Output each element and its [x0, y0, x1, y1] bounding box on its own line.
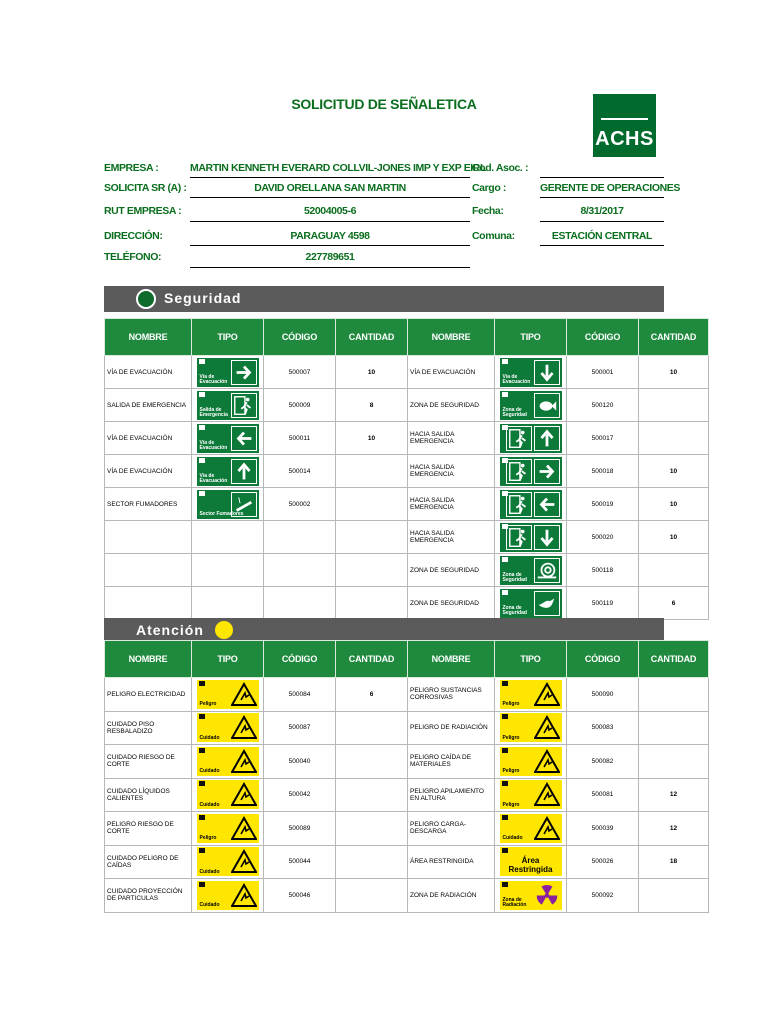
tipo-cell: [495, 845, 567, 879]
telefono-value: 227789651: [305, 251, 355, 263]
column-header-nombre: NOMBRE: [105, 319, 192, 356]
codigo-cell: 500046: [264, 879, 336, 913]
cantidad-cell[interactable]: [639, 678, 709, 712]
sign-image: [500, 523, 562, 552]
codigo-cell: 500011: [264, 422, 336, 455]
table-row: [105, 554, 709, 587]
sign-caption: Zona de Seguridad: [502, 406, 527, 418]
column-header-codigo: CÓDIGO: [264, 641, 336, 678]
sign-caption: Cuidado: [199, 768, 220, 775]
tipo-cell: [495, 711, 567, 745]
sign-caption: Sector Fumadores: [199, 511, 244, 517]
nombre-cell: PELIGRO APILAMIENTO EN ALTURA: [408, 778, 495, 812]
electricity-icon: [231, 682, 257, 707]
sign-image: [197, 358, 259, 387]
table-row: [105, 812, 709, 846]
column-header-tipo: TIPO: [495, 319, 567, 356]
codigo-cell: [264, 587, 336, 620]
sign-caption: Cuidado: [502, 835, 523, 842]
solicita-label: SOLICITA SR (A) :: [104, 182, 187, 194]
nombre-cell: ÁREA RESTRINGIDA: [408, 845, 495, 879]
codigo-cell: [264, 554, 336, 587]
nombre-cell: PELIGRO CARGA-DESCARGA: [408, 812, 495, 846]
cantidad-cell[interactable]: 10: [336, 422, 408, 455]
emergency-exit-icon: [231, 393, 257, 418]
sign-caption: Vía de Evacuación: [199, 373, 228, 385]
codigo-cell: 500118: [567, 554, 639, 587]
slippery-floor-icon: [231, 715, 257, 740]
column-header-codigo: CÓDIGO: [567, 641, 639, 678]
stacking-icon: [534, 782, 560, 807]
nombre-cell: ZONA DE SEGURIDAD: [408, 587, 495, 620]
cantidad-cell[interactable]: [336, 554, 408, 587]
arrow-right-icon: [231, 360, 257, 385]
tipo-cell: [495, 879, 567, 913]
nombre-cell: CUIDADO PROYECCIÓN DE PARTICULAS: [105, 879, 192, 913]
achs-logo: [593, 94, 656, 157]
nombre-cell: CUIDADO PISO RESBALADIZO: [105, 711, 192, 745]
particles-icon: [231, 883, 257, 908]
snail-icon: [534, 558, 560, 583]
cantidad-cell[interactable]: 6: [336, 678, 408, 712]
codigo-cell: 500119: [567, 587, 639, 620]
tipo-cell: [495, 812, 567, 846]
cantidad-cell[interactable]: 12: [639, 812, 709, 846]
fecha-label: Fecha:: [472, 205, 504, 217]
sign-image: [197, 490, 259, 519]
cantidad-cell[interactable]: [336, 845, 408, 879]
fish-icon: [534, 393, 560, 418]
cantidad-cell[interactable]: 8: [336, 389, 408, 422]
codigo-cell: 500002: [264, 488, 336, 521]
nombre-cell: PELIGRO CAÍDA DE MATERIALES: [408, 745, 495, 779]
table-row: [105, 587, 709, 620]
sign-caption: Vía de Evacuación: [502, 373, 531, 385]
tipo-cell: [192, 711, 264, 745]
sign-caption: Cuidado: [199, 868, 220, 875]
table-row: [105, 678, 709, 712]
sign-caption: Peligro: [502, 734, 520, 741]
section-seguridad: [104, 286, 664, 312]
cantidad-cell[interactable]: [336, 812, 408, 846]
nombre-cell: SALIDA DE EMERGENCIA: [105, 389, 192, 422]
fecha-value: 8/31/2017: [580, 205, 624, 217]
cantidad-cell[interactable]: 12: [639, 778, 709, 812]
telefono-label: TELÉFONO:: [104, 251, 162, 263]
column-header-codigo: CÓDIGO: [567, 319, 639, 356]
cantidad-cell[interactable]: [336, 745, 408, 779]
codigo-cell: [264, 521, 336, 554]
nombre-cell: ZONA DE RADIACIÓN: [408, 879, 495, 913]
section-title: Atención: [136, 622, 204, 638]
codigo-cell: 500083: [567, 711, 639, 745]
sign-image: [197, 847, 259, 876]
sign-image: [500, 814, 562, 843]
table-row: [105, 455, 709, 488]
column-header-tipo: TIPO: [495, 641, 567, 678]
column-header-tipo: TIPO: [192, 641, 264, 678]
sign-image: [500, 747, 562, 776]
emergency-exit-icon: [506, 459, 532, 484]
tipo-cell: [192, 389, 264, 422]
tipo-cell: [192, 879, 264, 913]
codigo-cell: 500092: [567, 879, 639, 913]
falling-materials-icon: [534, 749, 560, 774]
tipo-cell: [192, 587, 264, 620]
nombre-cell: PELIGRO SUSTANCIAS CORROSIVAS: [408, 678, 495, 712]
nombre-cell: VÍA DE EVACUACIÓN: [105, 422, 192, 455]
sign-image: [197, 424, 259, 453]
tipo-cell: [495, 356, 567, 389]
column-header-cantidad: CANTIDAD: [336, 641, 408, 678]
cantidad-cell[interactable]: 10: [639, 356, 709, 389]
table-row: [105, 521, 709, 554]
codigo-cell: 500081: [567, 778, 639, 812]
codigo-cell: 500042: [264, 778, 336, 812]
arrow-down-icon: [534, 525, 560, 550]
tipo-cell: [192, 812, 264, 846]
tipo-cell: [192, 778, 264, 812]
solicita-value: DAVID ORELLANA SAN MARTIN: [254, 182, 406, 194]
codigo-cell: 500001: [567, 356, 639, 389]
nombre-cell: HACIA SALIDA EMERGENCIA: [408, 422, 495, 455]
sign-image: [197, 391, 259, 420]
cantidad-cell[interactable]: [336, 778, 408, 812]
logo-text: ACHS: [595, 128, 654, 150]
radiation-zone-icon: [534, 883, 560, 908]
cantidad-cell[interactable]: 10: [336, 356, 408, 389]
sign-image: [197, 881, 259, 910]
sign-image: [500, 881, 562, 910]
nombre-cell: PELIGRO ELECTRICIDAD: [105, 678, 192, 712]
sign-caption: Salida de Emergencia: [199, 406, 228, 418]
codigo-cell: 500089: [264, 812, 336, 846]
sign-caption: Cuidado: [199, 902, 220, 909]
codigo-cell: 500014: [264, 455, 336, 488]
cantidad-cell[interactable]: [336, 587, 408, 620]
tipo-cell: [495, 554, 567, 587]
tipo-cell: [495, 745, 567, 779]
arrow-up-icon: [231, 459, 257, 484]
cantidad-cell[interactable]: 18: [639, 845, 709, 879]
cantidad-cell[interactable]: [639, 389, 709, 422]
direccion-label: DIRECCIÓN:: [104, 230, 163, 242]
table-row: [105, 356, 709, 389]
cantidad-cell[interactable]: 10: [639, 488, 709, 521]
hot-liquids-icon: [231, 782, 257, 807]
restricted-area-sign: [500, 847, 562, 876]
sign-caption: Vía de Evacuación: [199, 472, 228, 484]
sign-image: [500, 424, 562, 453]
codigo-cell: 500018: [567, 455, 639, 488]
tipo-cell: [192, 745, 264, 779]
sign-caption: Cuidado: [199, 801, 220, 808]
table-row: [105, 711, 709, 745]
codigo-cell: 500007: [264, 356, 336, 389]
sign-caption: Peligro: [502, 801, 520, 808]
table-row: [105, 488, 709, 521]
tipo-cell: [495, 455, 567, 488]
cigarette-icon: [231, 492, 257, 517]
sign-text: Área Restringida: [508, 856, 553, 875]
nombre-cell: HACIA SALIDA EMERGENCIA: [408, 488, 495, 521]
codigo-cell: 500040: [264, 745, 336, 779]
atencion-table: [104, 640, 709, 913]
sign-image: [500, 556, 562, 585]
codigo-cell: 500017: [567, 422, 639, 455]
nombre-cell: VÍA DE EVACUACIÓN: [408, 356, 495, 389]
seguridad-table: [104, 318, 709, 620]
tipo-cell: [495, 587, 567, 620]
cantidad-cell[interactable]: [336, 879, 408, 913]
cantidad-cell[interactable]: 10: [639, 521, 709, 554]
sign-image: [500, 391, 562, 420]
sign-caption: Cuidado: [199, 734, 220, 741]
tipo-cell: [192, 422, 264, 455]
arrow-left-icon: [231, 426, 257, 451]
section-title: Seguridad: [164, 290, 242, 306]
sign-caption: Zona de Radiación: [502, 896, 527, 909]
sign-image: [500, 680, 562, 709]
tipo-cell: [495, 422, 567, 455]
tipo-cell: [495, 488, 567, 521]
cantidad-cell[interactable]: [336, 521, 408, 554]
loading-icon: [534, 816, 560, 841]
column-header-nombre: NOMBRE: [408, 319, 495, 356]
empresa-value: MARTIN KENNETH EVERARD COLLVIL-JONES IMP Y EXP EIRL: [190, 162, 487, 174]
nombre-cell: PELIGRO RIESGO DE CORTE: [105, 812, 192, 846]
nombre-cell: [105, 554, 192, 587]
nombre-cell: CUIDADO RIESGO DE CORTE: [105, 745, 192, 779]
table-row: [105, 879, 709, 913]
sign-image: [500, 358, 562, 387]
sign-image: [197, 713, 259, 742]
corrosive-icon: [534, 682, 560, 707]
sign-image: [197, 747, 259, 776]
nombre-cell: ZONA DE SEGURIDAD: [408, 554, 495, 587]
arrow-down-icon: [534, 360, 560, 385]
cut-risk-icon: [231, 749, 257, 774]
cantidad-cell[interactable]: [336, 455, 408, 488]
rut-value: 52004005-6: [303, 205, 357, 217]
sign-image: [197, 814, 259, 843]
comuna-label: Comuna:: [472, 230, 515, 242]
sign-caption: Peligro: [502, 701, 520, 708]
cut-risk-icon: [231, 816, 257, 841]
nombre-cell: ZONA DE SEGURIDAD: [408, 389, 495, 422]
column-header-nombre: NOMBRE: [105, 641, 192, 678]
sign-caption: Zona de Seguridad: [502, 571, 527, 583]
tipo-cell: [495, 389, 567, 422]
emergency-exit-icon: [506, 426, 532, 451]
nombre-cell: SECTOR FUMADORES: [105, 488, 192, 521]
nombre-cell: CUIDADO LÍQUIDOS CALIENTES: [105, 778, 192, 812]
nombre-cell: PELIGRO DE RADIACIÓN: [408, 711, 495, 745]
codigo-cell: 500039: [567, 812, 639, 846]
cargo-label: Cargo :: [472, 182, 506, 194]
nombre-cell: [105, 587, 192, 620]
table-row: [105, 422, 709, 455]
tipo-cell: [495, 521, 567, 554]
column-header-cantidad: CANTIDAD: [639, 319, 709, 356]
table-row: [105, 745, 709, 779]
direccion-value: PARAGUAY 4598: [290, 230, 370, 242]
tipo-cell: [192, 554, 264, 587]
radiation-icon: [534, 715, 560, 740]
nombre-cell: HACIA SALIDA EMERGENCIA: [408, 455, 495, 488]
sign-caption: Vía de Evacuación: [199, 439, 228, 451]
column-header-cantidad: CANTIDAD: [336, 319, 408, 356]
bird-icon: [534, 591, 560, 616]
rut-label: RUT EMPRESA :: [104, 205, 182, 217]
column-header-cantidad: CANTIDAD: [639, 641, 709, 678]
sign-caption: Peligro: [502, 768, 520, 775]
codigo-cell: 500084: [264, 678, 336, 712]
nombre-cell: VÍA DE EVACUACIÓN: [105, 356, 192, 389]
yellow-dot-icon: [215, 621, 233, 639]
nombre-cell: [105, 521, 192, 554]
sign-image: [500, 457, 562, 486]
cantidad-cell[interactable]: [639, 745, 709, 779]
table-row: [105, 845, 709, 879]
codigo-cell: 500087: [264, 711, 336, 745]
cantidad-cell[interactable]: [336, 488, 408, 521]
cantidad-cell[interactable]: [336, 711, 408, 745]
comuna-value: ESTACIÓN CENTRAL: [551, 230, 653, 242]
sign-image: [500, 713, 562, 742]
green-dot-icon: [136, 289, 156, 309]
tipo-cell: [192, 488, 264, 521]
codigo-cell: 500020: [567, 521, 639, 554]
table-row: [105, 389, 709, 422]
column-header-nombre: NOMBRE: [408, 641, 495, 678]
tipo-cell: [495, 778, 567, 812]
codigo-cell: 500082: [567, 745, 639, 779]
tipo-cell: [192, 356, 264, 389]
arrow-left-icon: [534, 492, 560, 517]
emergency-exit-icon: [506, 492, 532, 517]
cargo-value: GERENTE DE OPERACIONES: [540, 182, 680, 194]
tipo-cell: [192, 845, 264, 879]
nombre-cell: VÍA DE EVACUACIÓN: [105, 455, 192, 488]
cantidad-cell[interactable]: [639, 879, 709, 913]
cantidad-cell[interactable]: [639, 554, 709, 587]
nombre-cell: HACIA SALIDA EMERGENCIA: [408, 521, 495, 554]
codigo-cell: 500044: [264, 845, 336, 879]
sign-image: [197, 780, 259, 809]
codigo-cell: 500090: [567, 678, 639, 712]
cantidad-cell[interactable]: [639, 422, 709, 455]
cantidad-cell[interactable]: 10: [639, 455, 709, 488]
sign-caption: Zona de Seguridad: [502, 604, 527, 616]
sign-image: [500, 780, 562, 809]
emergency-exit-icon: [506, 525, 532, 550]
sign-image: [500, 589, 562, 618]
column-header-tipo: TIPO: [192, 319, 264, 356]
cantidad-cell[interactable]: [639, 711, 709, 745]
codigo-cell: 500120: [567, 389, 639, 422]
codigo-cell: 500019: [567, 488, 639, 521]
table-row: [105, 778, 709, 812]
cantidad-cell[interactable]: 6: [639, 587, 709, 620]
tipo-cell: [192, 521, 264, 554]
sign-image: [197, 457, 259, 486]
page-title: SOLICITUD DE SEÑALETICA: [291, 96, 477, 112]
sign-image: [500, 490, 562, 519]
sign-image: [197, 680, 259, 709]
sign-caption: Peligro: [199, 835, 217, 842]
cod-asoc-label: Cod. Asoc. :: [472, 162, 529, 174]
codigo-cell: 500026: [567, 845, 639, 879]
empresa-label: EMPRESA :: [104, 162, 159, 174]
sign-caption: Peligro: [199, 701, 217, 708]
nombre-cell: CUIDADO PELIGRO DE CAÍDAS: [105, 845, 192, 879]
tipo-cell: [192, 455, 264, 488]
fall-icon: [231, 849, 257, 874]
arrow-up-icon: [534, 426, 560, 451]
codigo-cell: 500009: [264, 389, 336, 422]
arrow-right-icon: [534, 459, 560, 484]
tipo-cell: [495, 678, 567, 712]
tipo-cell: [192, 678, 264, 712]
column-header-codigo: CÓDIGO: [264, 319, 336, 356]
